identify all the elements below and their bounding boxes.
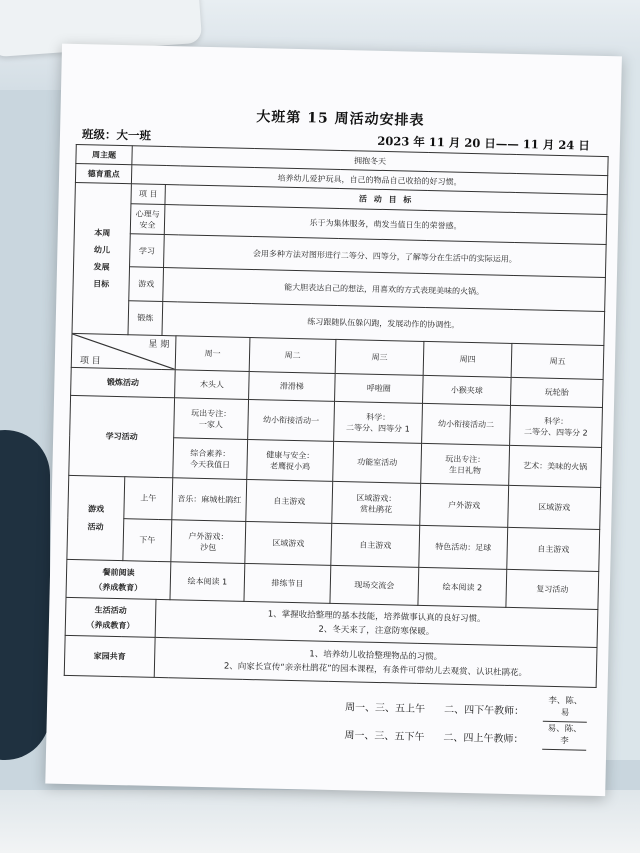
learning-cell: 玩出专注： 生日礼物 <box>421 443 510 485</box>
goal-item: 心理与安全 <box>130 204 165 235</box>
goal-text: 乐于为集体服务，萌发当值日生的荣誉感。 <box>164 205 607 245</box>
moral-value: 培养幼儿爱护玩具，自己的物品自己收拾的好习惯。 <box>131 165 607 195</box>
reading-cell: 复习活动 <box>506 569 599 609</box>
day-header: 周一 <box>175 336 250 372</box>
game-pm-cell: 自主游戏 <box>331 523 420 567</box>
day-header: 周三 <box>335 339 424 375</box>
life-text: 1、掌握收拾整理的基本技能，培养做事认真的良好习惯。 2、冬天来了，注意防寒保暖。 <box>155 599 598 647</box>
learning-cell: 艺术：美味的火锅 <box>509 445 602 487</box>
reading-label: 餐前阅读 （养成教育） <box>66 559 171 599</box>
goal-text: 练习跟随队伍躲闪跑，发展动作的协调性。 <box>162 301 605 345</box>
game-am-cell: 区域游戏 <box>508 485 601 529</box>
learning-cell: 功能室活动 <box>333 441 422 483</box>
learning-cell: 幼小衔接活动一 <box>248 399 335 441</box>
exercise-cell: 玩轮胎 <box>510 377 603 407</box>
teacher-line-2: 周一、三、五下午 二、四上午教师： <box>344 730 524 746</box>
learning-cell: 幼小衔接活动二 <box>422 403 511 445</box>
goal-item: 学习 <box>130 234 165 268</box>
exercise-label: 锻炼活动 <box>71 367 176 397</box>
exercise-cell: 木头人 <box>175 370 250 400</box>
theme-value: 拥抱冬天 <box>132 146 608 176</box>
goal-item: 锻炼 <box>128 301 163 336</box>
game-am-cell: 音乐：麻城杜鹃红 <box>172 478 247 522</box>
game-pm-cell: 户外游戏： 沙包 <box>171 520 246 564</box>
background-bottom <box>0 790 640 853</box>
day-header: 周四 <box>423 341 512 377</box>
sheet-title: 大班第 15 周活动安排表 <box>256 109 425 129</box>
background-left-shape <box>0 430 50 760</box>
game-pm-cell: 自主游戏 <box>507 527 600 571</box>
afternoon-label: 下午 <box>123 519 172 562</box>
learning-cell: 科学： 二等分、四等分 1 <box>334 401 423 443</box>
game-pm-cell: 特色活动：足球 <box>419 525 508 569</box>
corner-item-label: 项 目 <box>79 356 101 367</box>
schedule-sheet <box>45 44 622 797</box>
day-header: 周二 <box>249 337 336 373</box>
learning-cell: 科学： 二等分、四等分 2 <box>510 405 603 447</box>
game-am-cell: 区域游戏： 赏杜鹃花 <box>332 481 421 525</box>
signature-rule <box>542 749 586 751</box>
reading-cell: 绘本阅读 1 <box>170 562 245 602</box>
exercise-cell: 呼啦圈 <box>335 373 424 403</box>
goal-text: 能大胆表达自己的想法，用喜欢的方式表现美味的火锅。 <box>163 268 606 312</box>
corner-weekday-label: 星 期 <box>148 339 170 351</box>
game-am-cell: 自主游戏 <box>246 479 333 523</box>
reading-cell: 现场交流会 <box>330 565 419 605</box>
date-range: 2023 年 11 月 20 日—— 11 月 24 日 <box>377 133 591 153</box>
learning-cell: 综合素养： 今天我值日 <box>173 438 248 480</box>
reading-cell: 绘本阅读 2 <box>418 567 507 607</box>
learning-label: 学习活动 <box>69 395 175 477</box>
home-label: 家园共育 <box>64 635 155 677</box>
game-label: 游戏 活动 <box>67 475 125 560</box>
schedule-table <box>64 144 609 688</box>
theme-label: 周主题 <box>76 144 132 164</box>
moral-label: 德育重点 <box>75 163 131 183</box>
learning-cell: 健康与安全： 老鹰捉小鸡 <box>247 439 334 481</box>
learning-cell: 玩出专注： 一家人 <box>174 398 249 440</box>
life-label: 生活活动 （养成教育） <box>65 597 156 637</box>
goal-item: 游戏 <box>129 267 164 302</box>
exercise-cell: 小猴夹球 <box>423 375 512 405</box>
teacher-names-1: 李、陈、 易 <box>548 695 583 719</box>
exercise-cell: 滑滑梯 <box>249 371 336 401</box>
morning-label: 上午 <box>124 477 173 520</box>
game-am-cell: 户外游戏 <box>420 483 509 527</box>
reading-cell: 排练节目 <box>244 563 331 603</box>
teacher-line-1: 周一、三、五上午 二、四下午教师： <box>344 702 525 718</box>
game-pm-cell: 区域游戏 <box>245 521 332 565</box>
goals-item-header: 项 目 <box>131 184 165 205</box>
home-text: 1、培养幼儿收拾整理物品的习惯。 2、向家长宣传“亲亲杜鹃花”的园本课程，有条件可带幼儿去观赏、认识杜鹃花。 <box>154 637 597 687</box>
day-header: 周五 <box>511 343 604 379</box>
teacher-names-2: 易、陈、 李 <box>547 723 582 747</box>
class-label: 班级：大一班 <box>81 127 152 143</box>
goals-goal-header: 活 动 目 标 <box>165 185 607 215</box>
goal-text: 会用多种方法对图形进行二等分、四等分，了解等分在生活中的实际运用。 <box>164 235 607 278</box>
goals-section-label: 本周 幼儿 发展 目标 <box>72 182 131 334</box>
corner-cell <box>71 333 176 369</box>
